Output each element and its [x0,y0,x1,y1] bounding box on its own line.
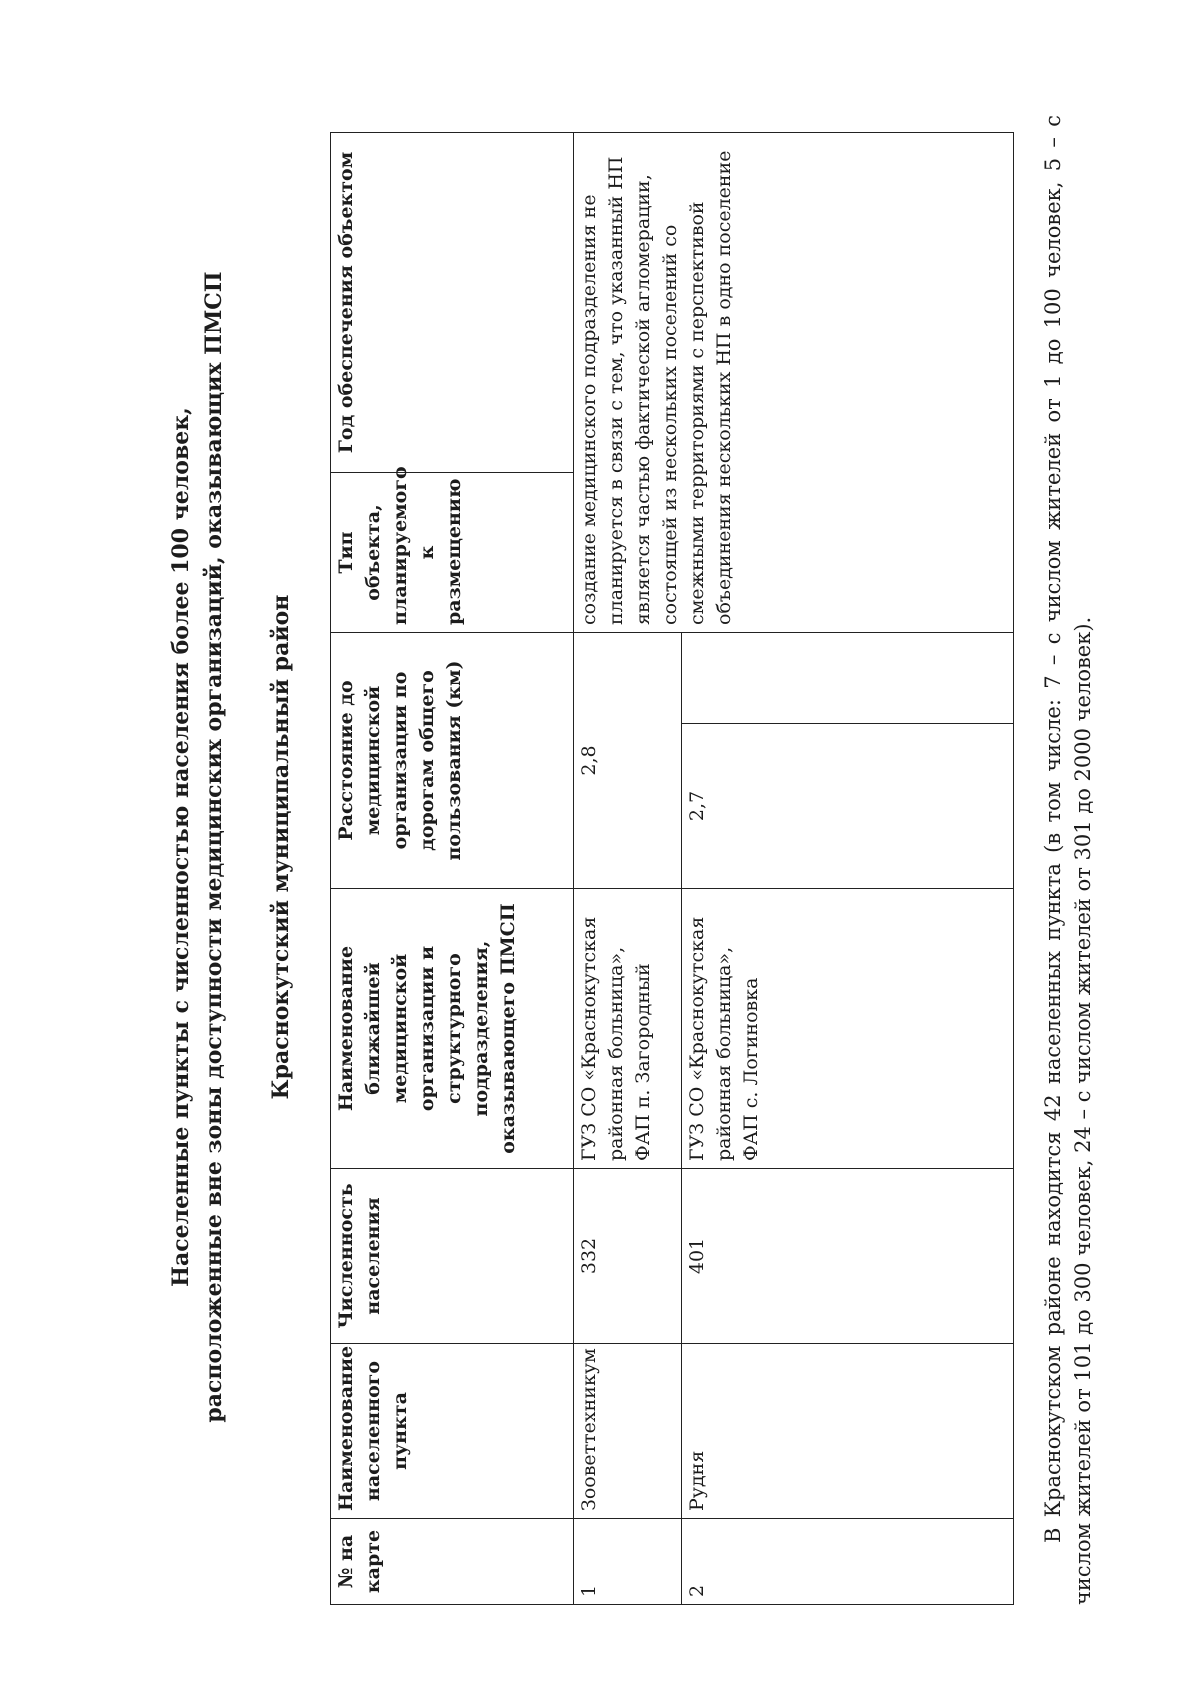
district-title: Краснокутский муниципальный район [268,594,294,1100]
settlements-table [330,132,1014,1605]
table-row [574,132,682,1604]
cell-distance: 2,8 [574,632,682,888]
title-line-1: Населенные пункты с численностью населения более 100 человек, [168,407,194,1287]
header-year: Год обеспечения объектом [331,132,574,472]
cell-planned-object-note: создание медицинского подразделения не планируется в связи с тем, что указанный НП является частью фактической агломерации, состоящей из нескольких поселений со смежными территориями с перспективой объединения нескольких НП в одно поселение [574,132,1014,632]
cell-population: 401 [682,1169,1014,1344]
title-line-2: расположенные вне зоны доступности медицинских организаций, оказывающих ПМСП [201,271,227,1423]
cell-organization: ГУЗ СО «Краснокутская районная больница», ФАП п. Загородный [574,889,682,1169]
header-distance: Расстояние до медицинской организации по дорогам общего пользования (км) [331,632,574,888]
footnote: В Краснокутском районе находится 42 населенных пункта (в том числе: 7 – с числом жителей от 1 до 100 человек, 5 – с числом жителей от 101 до 300 человек, 24 – с числом жителей от 301 до 2000 человек). [1041,115,1095,1605]
header-population: Численность населения [331,1169,574,1344]
header-organization: Наименование ближайшей медицинской организации и структурного подразделения, оказывающего ПМСП [331,889,574,1169]
cell-settlement-name: Рудня [682,1344,1014,1519]
page-title [165,197,231,1497]
header-object-type: Тип объекта, планируемого к размещению [331,472,574,632]
cell-empty [682,632,1014,723]
cell-organization: ГУЗ СО «Краснокутская районная больница», ФАП с. Логиновка [682,889,1014,1169]
header-number: № на карте [331,1519,574,1605]
cell-number: 1 [574,1519,682,1605]
cell-distance: 2,7 [682,724,1014,889]
cell-population: 332 [574,1169,682,1344]
cell-number: 2 [682,1519,1014,1605]
cell-settlement-name: Зооветтехникум [574,1344,682,1519]
table-header-row [331,132,574,1604]
header-settlement-name: Наименование населенного пункта [331,1344,574,1519]
